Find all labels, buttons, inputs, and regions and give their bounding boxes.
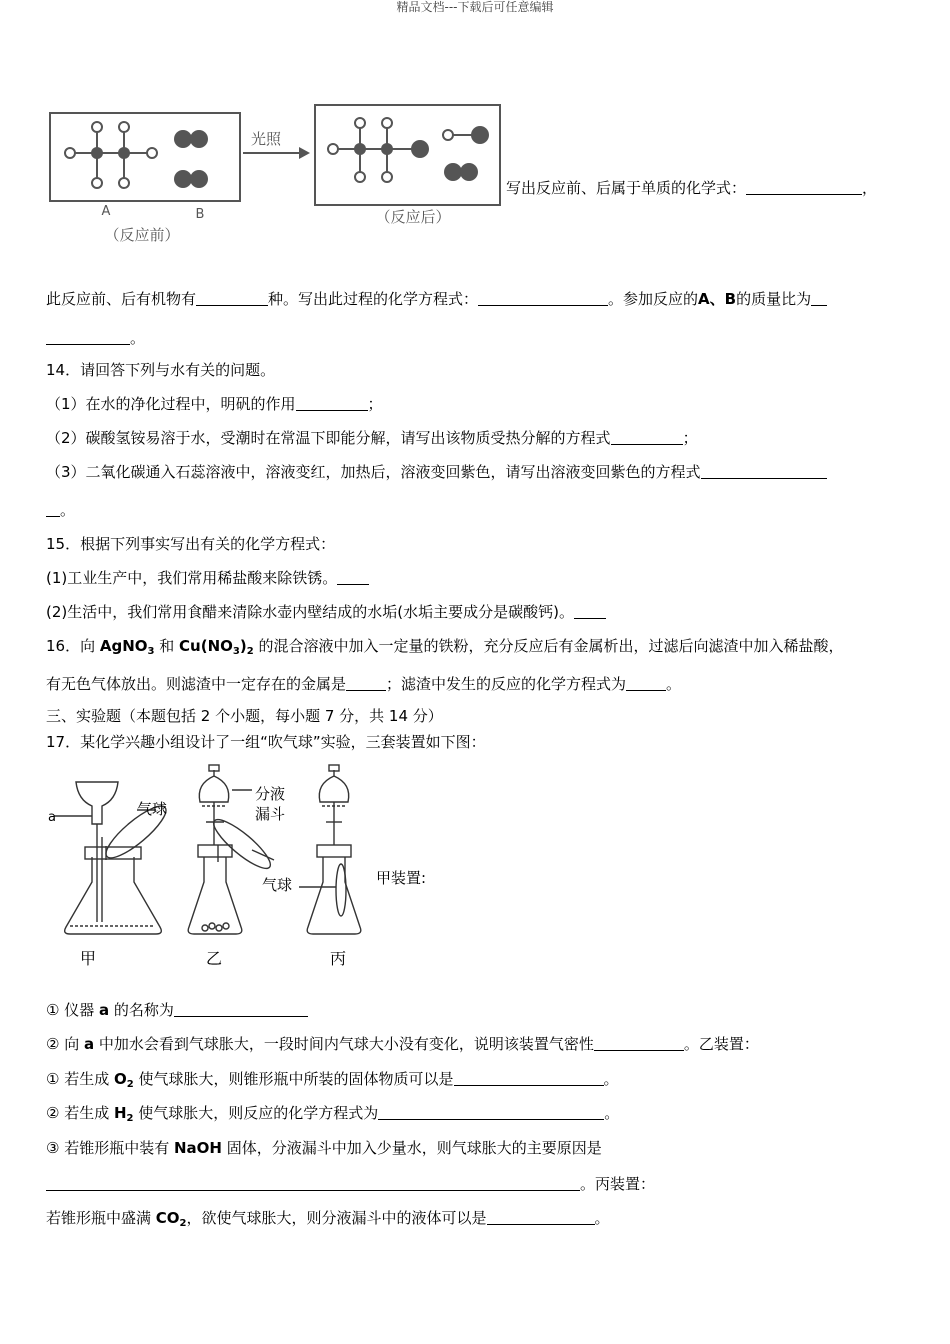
q17-blank5[interactable] [46,1175,580,1191]
q15-blank2[interactable] [574,603,606,619]
q15-blank1[interactable] [337,569,369,585]
section-3-heading: 三、实验题（本题包括 2 个小题，每小题 7 分，共 14 分） [46,707,443,725]
q17-blank1[interactable] [174,1001,308,1017]
q16-blank1[interactable] [346,675,386,691]
q17-s7: 若锥形瓶中盛满 $CO_2$，欲使气球胀大，则分液漏斗中的液体可以是 。 [46,1209,610,1229]
q14-blank1[interactable] [296,395,368,411]
q17-title: 17．某化学兴趣小组设计了一组“吹气球”实验，三套装置如下图： [46,733,486,751]
q17-blank4[interactable] [378,1104,604,1120]
fig-label-a: a [48,810,56,825]
q14-title: 14．请回答下列与水有关的问题。 [46,361,276,379]
fig-label-jia: 甲 [80,949,97,968]
q14-p3: （3）二氧化碳通入石蕊溶液中，溶液变红，加热后，溶液变回紫色，请写出溶液变回紫色的方程式 [46,461,827,483]
q14-blank3b[interactable] [46,501,60,517]
arrow-label: 光照 [250,130,282,148]
q15-title: 15．根据下列事实写出有关的化学方程式： [46,535,336,553]
q14-blank2[interactable] [611,429,683,445]
q13-blank4[interactable] [811,290,827,306]
q17-blank6[interactable] [487,1209,595,1225]
q13-line2: 此反应前、后有机物有 种。写出此过程的化学方程式： 。参加反应的A、B的质量比为 [46,288,827,310]
q14-p3-cont: 。 [46,499,75,521]
q16-blank2[interactable] [626,675,666,691]
q14-blank3[interactable] [701,463,827,479]
fig-label-bing: 丙 [330,949,347,968]
q13-line3: 。 [46,327,145,349]
q17-s5: ③ 若锥形瓶中装有 NaOH 固体，分液漏斗中加入少量水，则气球胀大的主要原因是 [46,1139,602,1157]
q17-s2: ② 向 a 中加水会看到气球胀大，一段时间内气球大小没有变化，说明该装置气密性 。乙装置： [46,1035,759,1053]
page-header: 精品文档---下载后可任意编辑 [396,0,554,14]
q13-blank1[interactable] [746,179,862,195]
jia-device-label: 甲装置: [376,869,427,887]
q13-line1: 写出反应前、后属于单质的化学式： ， [506,179,878,197]
q14-p1: （1）在水的净化过程中，明矾的作用 ； [46,395,383,413]
q17-s3: ① 若生成 $O_2$ 使气球胀大，则锥形瓶中所装的固体物质可以是 。 [46,1070,619,1090]
q14-p2: （2）碳酸氢铵易溶于水，受潮时在常温下即能分解，请写出该物质受热分解的方程式 ； [46,429,698,447]
fig-label-balloon-2: 气球 [262,876,293,894]
q15-p2: (2)生活中，我们常用食醋来清除水壶内壁结成的水垢(水垢主要成分是碳酸钙)。 [46,601,606,623]
q17-blank3[interactable] [454,1070,604,1086]
label-b: B [195,207,205,222]
label-a: A [101,204,111,219]
label-after: （反应后） [375,208,451,226]
label-before: （反应前） [104,226,180,244]
q17-s4: ② 若生成 $H_2$ 使气球胀大，则反应的化学方程式为 。 [46,1104,620,1124]
fig-label-yi: 乙 [206,949,223,968]
q13-blank2[interactable] [196,290,268,306]
reaction-diagram [40,95,510,245]
fig-label-funnel-2: 漏斗 [255,805,286,823]
q17-s1: ① 仪器 a 的名称为 [46,999,308,1021]
q17-s6: 。丙装置： [46,1173,655,1195]
fig-label-balloon-1: 气球 [137,800,168,818]
fig-label-funnel-1: 分液 [255,785,286,803]
q15-p1: (1)工业生产中，我们常用稀盐酸来除铁锈。 [46,567,369,589]
q13-blank4b[interactable] [46,329,130,345]
q13-blank3[interactable] [478,290,608,306]
apparatus-figure [44,762,374,977]
q16-line1: 16．向 AgNO$_3$ 和 $Cu(NO_3)_2$ 的混合溶液中加入一定量的铁粉，充分反应后有金属析出，过滤后向滤渣中加入稀盐酸， [46,637,844,657]
q17-blank2[interactable] [594,1035,684,1051]
q16-line2: 有无色气体放出。则滤渣中一定存在的金属是 ；滤渣中发生的反应的化学方程式为 。 [46,675,682,693]
